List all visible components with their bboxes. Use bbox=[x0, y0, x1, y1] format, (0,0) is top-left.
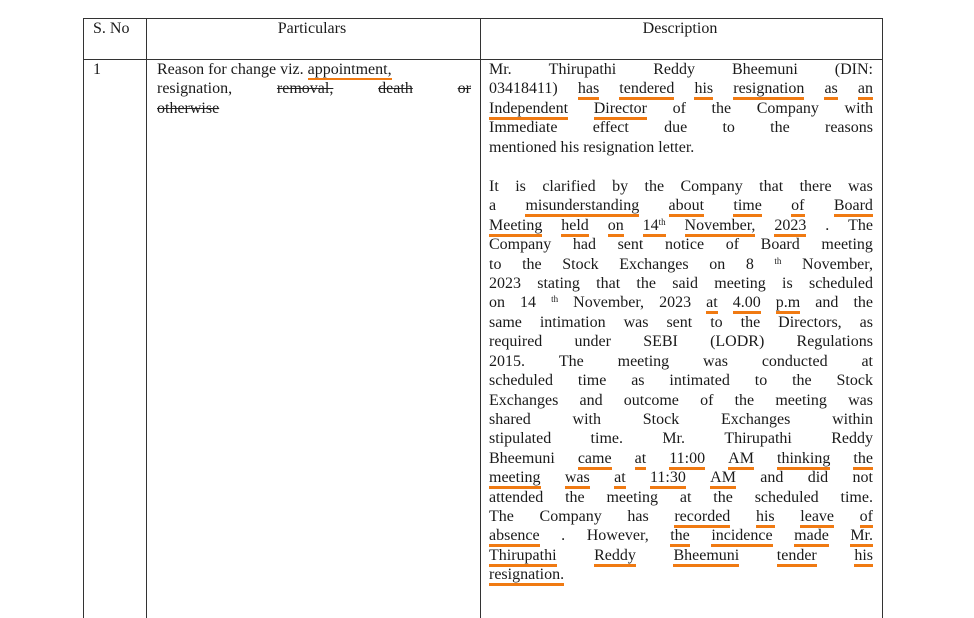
particulars-appointment: appointment, bbox=[307, 61, 392, 78]
word: required bbox=[489, 333, 543, 351]
word: was bbox=[848, 391, 873, 409]
word: the bbox=[853, 294, 873, 312]
row-sno: 1 bbox=[93, 61, 101, 78]
word: Mr. bbox=[489, 61, 512, 78]
word: (LODR) bbox=[710, 333, 765, 351]
word: the bbox=[734, 391, 755, 409]
word: the bbox=[565, 488, 585, 506]
description-line bbox=[489, 293, 873, 312]
word: p.m bbox=[776, 293, 800, 312]
word: as bbox=[824, 79, 837, 98]
particulars-line bbox=[157, 79, 471, 98]
word: November, bbox=[573, 294, 645, 312]
word: Bheemuni bbox=[673, 546, 739, 565]
word: . bbox=[561, 527, 566, 545]
word: to bbox=[710, 313, 723, 331]
word: Board bbox=[834, 196, 873, 215]
word: to bbox=[489, 255, 502, 273]
word: and bbox=[579, 391, 603, 409]
particulars-line bbox=[157, 60, 471, 79]
word: has bbox=[627, 507, 649, 525]
word: (DIN: bbox=[834, 61, 873, 78]
column-divider bbox=[882, 19, 883, 618]
column-divider bbox=[480, 19, 481, 618]
word: the bbox=[670, 526, 690, 545]
word: Directors, bbox=[778, 313, 842, 331]
word: at bbox=[635, 449, 647, 468]
word: scheduled bbox=[754, 488, 819, 506]
word: Reddy bbox=[653, 61, 695, 78]
word: was bbox=[565, 468, 590, 487]
description-paragraph-2 bbox=[489, 177, 873, 585]
description-line bbox=[489, 332, 873, 351]
word: 2023 bbox=[774, 216, 806, 235]
header-description: Description bbox=[642, 20, 718, 37]
word: came bbox=[578, 449, 612, 468]
word: was bbox=[848, 178, 873, 196]
word: of bbox=[725, 236, 740, 254]
word: November, bbox=[802, 255, 873, 273]
word: Thirupathi bbox=[489, 546, 557, 565]
column-divider bbox=[146, 19, 147, 618]
word: on bbox=[489, 294, 505, 312]
particulars-otherwise: otherwise bbox=[157, 99, 220, 117]
word: said bbox=[672, 275, 698, 293]
word: the bbox=[740, 313, 761, 331]
description-line bbox=[489, 60, 873, 79]
paragraph-gap bbox=[489, 157, 873, 177]
word: Immediate bbox=[489, 119, 558, 137]
word: Exchanges bbox=[619, 255, 689, 273]
word: 8 bbox=[745, 255, 754, 273]
word: November, bbox=[685, 216, 756, 235]
word: 11:30 bbox=[650, 468, 686, 487]
word: the bbox=[713, 488, 733, 506]
word: by bbox=[612, 178, 629, 196]
word: his bbox=[694, 79, 713, 98]
word: at bbox=[614, 468, 626, 487]
word: to bbox=[722, 119, 735, 137]
word: notice bbox=[664, 236, 705, 254]
description-line bbox=[489, 429, 873, 448]
word: meeting bbox=[617, 352, 670, 370]
description-line bbox=[489, 99, 873, 118]
description-line bbox=[489, 177, 873, 196]
word: meeting bbox=[821, 236, 873, 254]
word: as bbox=[631, 372, 645, 390]
word: th bbox=[551, 294, 559, 305]
word: Mr. bbox=[850, 526, 873, 545]
word: the bbox=[644, 178, 665, 196]
description-line bbox=[489, 313, 873, 332]
description-line bbox=[489, 507, 873, 526]
word: the bbox=[770, 119, 790, 137]
word: the bbox=[853, 449, 873, 468]
word: the bbox=[522, 255, 542, 273]
word: and bbox=[760, 469, 784, 487]
description-line bbox=[489, 196, 873, 215]
word: Stock bbox=[642, 410, 680, 428]
word: AM bbox=[710, 468, 736, 487]
word: intimation bbox=[539, 313, 606, 331]
word: meeting bbox=[714, 275, 766, 293]
word: AM bbox=[728, 449, 754, 468]
word: effect bbox=[592, 119, 629, 137]
word: scheduled bbox=[808, 275, 873, 293]
word: is bbox=[782, 275, 793, 293]
word: conducted bbox=[761, 352, 828, 370]
word: misunderstanding bbox=[525, 196, 639, 215]
word: at bbox=[679, 488, 692, 506]
particulars-cell bbox=[157, 60, 471, 118]
description-cell bbox=[489, 60, 873, 585]
word: an bbox=[858, 79, 873, 98]
word: Regulations bbox=[796, 333, 873, 351]
word: did bbox=[807, 469, 829, 487]
word: Mr. bbox=[662, 430, 685, 448]
word: of bbox=[791, 196, 804, 215]
word: the bbox=[711, 99, 732, 117]
word: at bbox=[861, 352, 873, 370]
particulars-text: Reason for change viz. bbox=[157, 61, 304, 78]
word: However, bbox=[586, 527, 649, 545]
word: reasons bbox=[824, 119, 873, 137]
word: 14th bbox=[643, 216, 666, 235]
description-line bbox=[489, 526, 873, 545]
word: shared bbox=[489, 410, 531, 428]
word: held bbox=[561, 216, 589, 235]
word: and bbox=[815, 294, 839, 312]
description-line: mentioned his resignation letter. bbox=[489, 138, 695, 156]
word: of bbox=[700, 391, 714, 409]
word: not bbox=[852, 469, 873, 487]
description-line: resignation. bbox=[489, 565, 873, 584]
word: Thirupathi bbox=[724, 430, 792, 448]
word: intimated bbox=[669, 372, 730, 390]
word: has bbox=[578, 79, 599, 98]
word: th bbox=[774, 255, 782, 266]
word: with bbox=[844, 99, 873, 117]
word: . bbox=[825, 216, 830, 234]
word: with bbox=[572, 410, 601, 428]
word: about bbox=[669, 196, 705, 215]
word: time bbox=[733, 196, 761, 215]
document-page bbox=[83, 18, 883, 618]
description-line bbox=[489, 274, 873, 293]
word: of bbox=[672, 99, 686, 117]
word: 03418411) bbox=[489, 80, 558, 98]
word: under bbox=[574, 333, 611, 351]
word: time bbox=[577, 372, 607, 390]
word: Independent bbox=[489, 99, 568, 118]
word: meeting bbox=[775, 391, 827, 409]
word: 2023 bbox=[659, 294, 692, 312]
description-line bbox=[489, 371, 873, 390]
description-line bbox=[489, 216, 873, 235]
word: the bbox=[792, 372, 812, 390]
word: stating bbox=[537, 275, 580, 293]
word: Company bbox=[756, 99, 819, 117]
word: Board bbox=[760, 236, 800, 254]
word: due bbox=[664, 119, 688, 137]
word: that bbox=[759, 178, 784, 196]
word: Company bbox=[489, 236, 552, 254]
word: scheduled bbox=[489, 372, 553, 390]
description-line bbox=[489, 118, 873, 137]
word: clarified bbox=[542, 178, 596, 196]
word: SEBI bbox=[643, 333, 678, 351]
word: Director bbox=[594, 99, 647, 118]
word: that bbox=[596, 275, 621, 293]
word: meeting bbox=[489, 468, 541, 487]
word: leave bbox=[800, 507, 834, 526]
word: Bheemuni bbox=[489, 449, 555, 467]
word: recorded bbox=[674, 507, 730, 526]
word: The bbox=[489, 507, 514, 525]
word: was bbox=[623, 313, 649, 331]
word: time. bbox=[840, 488, 873, 506]
word: his bbox=[854, 546, 873, 565]
word: incidence bbox=[711, 526, 772, 545]
word: 2015. bbox=[489, 352, 525, 370]
particulars-death: death bbox=[378, 80, 413, 98]
word: absence bbox=[489, 526, 540, 545]
word: to bbox=[754, 372, 768, 390]
word: meeting bbox=[606, 488, 659, 506]
word: stipulated bbox=[489, 430, 552, 448]
word: within bbox=[832, 410, 873, 428]
word: 11:00 bbox=[669, 449, 705, 468]
description-line bbox=[489, 449, 873, 468]
word: It bbox=[489, 178, 499, 196]
word: Stock bbox=[836, 372, 873, 390]
word: the bbox=[636, 275, 656, 293]
header-sno: S. No bbox=[93, 20, 130, 37]
word: had bbox=[572, 236, 596, 254]
word: sent bbox=[617, 236, 644, 254]
word: 14 bbox=[520, 294, 537, 312]
description-line bbox=[489, 410, 873, 429]
description-line bbox=[489, 546, 873, 565]
word: made bbox=[794, 526, 829, 545]
description-line bbox=[489, 488, 873, 507]
word: Reddy bbox=[594, 546, 636, 565]
particulars-or: or bbox=[457, 80, 471, 98]
word: as bbox=[859, 313, 873, 331]
word: sent bbox=[666, 313, 693, 331]
description-line bbox=[489, 235, 873, 254]
word: time. bbox=[590, 430, 623, 448]
word: is bbox=[515, 178, 526, 196]
word: a bbox=[489, 197, 497, 215]
particulars-resignation: resignation, bbox=[157, 80, 233, 98]
particulars-removal: removal, bbox=[276, 80, 334, 98]
word: Bheemuni bbox=[732, 61, 798, 78]
word: Company bbox=[539, 507, 602, 525]
word: of bbox=[860, 507, 873, 526]
description-line bbox=[489, 255, 873, 274]
word: tender bbox=[777, 546, 817, 565]
word: tendered bbox=[619, 79, 674, 98]
word: Exchanges bbox=[489, 391, 559, 409]
word: The bbox=[558, 352, 584, 370]
word: 4.00 bbox=[733, 293, 761, 312]
description-line bbox=[489, 79, 873, 98]
word: 2023 bbox=[489, 275, 521, 293]
word: was bbox=[703, 352, 728, 370]
word: his bbox=[756, 507, 775, 526]
word: The bbox=[848, 216, 873, 234]
word: Company bbox=[680, 178, 743, 196]
word: same bbox=[489, 313, 522, 331]
word: at bbox=[706, 293, 718, 312]
word: on bbox=[608, 216, 624, 235]
word: there bbox=[799, 178, 832, 196]
description-line bbox=[489, 352, 873, 371]
description-line bbox=[489, 391, 873, 410]
description-line bbox=[489, 468, 873, 487]
word: resignation bbox=[733, 79, 804, 98]
word: Meeting bbox=[489, 216, 542, 235]
description-paragraph-1 bbox=[489, 60, 873, 157]
word: attended bbox=[489, 488, 544, 506]
word: Exchanges bbox=[721, 410, 791, 428]
word: Reddy bbox=[831, 430, 873, 448]
word: Thirupathi bbox=[548, 61, 617, 78]
word: on bbox=[709, 255, 726, 273]
header-particulars: Particulars bbox=[277, 20, 347, 37]
word: thinking bbox=[777, 449, 830, 468]
word: outcome bbox=[623, 391, 679, 409]
word: Stock bbox=[562, 255, 599, 273]
